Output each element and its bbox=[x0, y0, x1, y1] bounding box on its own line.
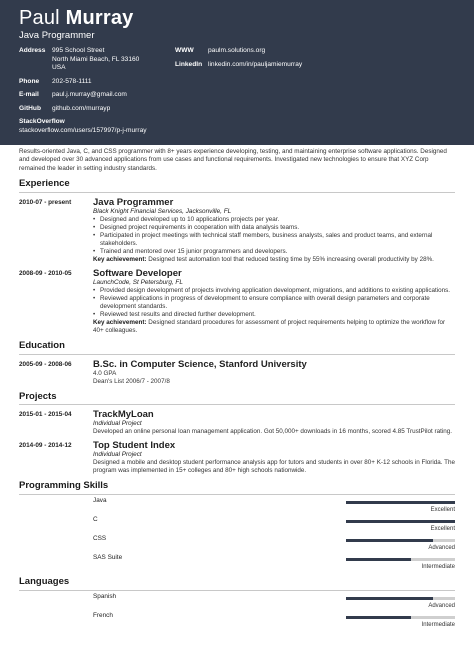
stackoverflow-label: StackOverflow bbox=[19, 118, 65, 125]
email-row bbox=[19, 91, 169, 100]
key-achievement-label: Key achievement: bbox=[93, 318, 147, 326]
address-line: USA bbox=[52, 64, 66, 71]
project-description: Developed an online personal loan management application. Got 50,000+ downloads in 16 months, scored 4.85 TrustPilot rating. bbox=[93, 428, 452, 436]
skill-level: Excellent bbox=[430, 507, 455, 514]
candidate-name bbox=[19, 7, 455, 29]
github-row bbox=[19, 105, 169, 114]
linkedin-row bbox=[175, 61, 375, 70]
language-row bbox=[0, 612, 474, 629]
address-row bbox=[19, 47, 169, 73]
experience-entry bbox=[0, 197, 474, 264]
education-heading: Education bbox=[19, 340, 455, 355]
skill-bar-fill bbox=[346, 501, 455, 504]
list-item: • Participated in project meetings with technical staff members, business analysts, sales and product teams, and external stakeholders. bbox=[93, 232, 455, 248]
skill-row bbox=[0, 535, 474, 552]
languages-list bbox=[0, 593, 474, 629]
list-item: • Provided design development of projects involving application development, migrations, and additions to existing applications. bbox=[93, 287, 455, 295]
address-line: North Miami Beach, FL 33160 bbox=[52, 55, 140, 63]
entry-title: B.Sc. in Computer Science, Stanford University bbox=[93, 358, 307, 370]
entry-bullets bbox=[93, 287, 455, 319]
skill-bar-fill bbox=[346, 520, 455, 523]
key-achievement bbox=[93, 256, 455, 264]
email-label: E-mail bbox=[19, 91, 39, 98]
entry-body bbox=[93, 440, 455, 475]
language-name: French bbox=[93, 611, 113, 619]
github-label: GitHub bbox=[19, 104, 41, 112]
skill-level: Advanced bbox=[428, 545, 455, 552]
address-line: 995 School Street bbox=[52, 47, 105, 54]
skill-meter bbox=[346, 516, 455, 533]
www-label: WWW bbox=[175, 47, 194, 54]
entry-date: 2005-09 - 2008-06 bbox=[19, 360, 72, 368]
github-link[interactable]: github.com/murrayp bbox=[52, 104, 111, 112]
education-entry bbox=[0, 359, 474, 386]
skill-level: Intermediate bbox=[421, 564, 455, 571]
language-bar bbox=[346, 616, 455, 619]
skill-row bbox=[0, 516, 474, 533]
language-level: Advanced bbox=[428, 602, 455, 609]
entry-date: 2014-09 - 2014-12 bbox=[19, 442, 72, 450]
entry-body bbox=[93, 197, 455, 264]
entry-title: Java Programmer bbox=[93, 196, 174, 208]
entry-title: Software Developer bbox=[93, 267, 182, 279]
skill-name: SAS Suite bbox=[93, 554, 123, 562]
entry-title: Top Student Index bbox=[93, 440, 176, 452]
projects-heading: Projects bbox=[19, 391, 455, 406]
experience-heading: Experience bbox=[19, 178, 455, 193]
skill-level: Excellent bbox=[430, 526, 455, 533]
job-title: Java Programmer bbox=[19, 30, 95, 41]
resume-header bbox=[0, 0, 474, 145]
skill-name: Java bbox=[93, 497, 107, 505]
skill-row bbox=[0, 554, 474, 571]
experience-entry bbox=[0, 268, 474, 335]
list-item: • Designed project requirements in cooperation with data analysis teams. bbox=[93, 224, 455, 232]
skill-bar bbox=[346, 501, 455, 504]
email-value[interactable]: paul.j.murray@gmail.com bbox=[52, 91, 127, 98]
skill-bar-fill bbox=[346, 539, 433, 542]
language-meter bbox=[346, 593, 455, 610]
skill-meter bbox=[346, 535, 455, 552]
address-label: Address bbox=[19, 47, 46, 54]
www-row bbox=[175, 47, 375, 56]
skill-name: C bbox=[93, 516, 98, 524]
skill-meter bbox=[346, 554, 455, 571]
entry-company: Black Knight Financial Services, Jacksonville, FL bbox=[93, 207, 232, 215]
project-role: Individual Project bbox=[93, 451, 142, 459]
key-achievement-label: Key achievement: bbox=[93, 255, 147, 263]
skill-bar bbox=[346, 558, 455, 561]
key-achievement-text: Designed test automation tool that reduced testing time by 55% increasing overall productivity by 28%. bbox=[146, 255, 434, 263]
language-row bbox=[0, 593, 474, 610]
entry-body bbox=[93, 359, 455, 386]
list-item: • Reviewed applications in progress of development to ensure compliance with overall design parameters and corporate development standards. bbox=[93, 295, 455, 311]
summary-text: Results-oriented Java, C, and CSS programmer with 8+ years experience developing, testing, and maintaining enterprise software applications. Designed and developed over 30 advanced applications from use cases and functional requirements. Investigated new technologies to ensure that XYZ Corp remained the leader in setting industry standards. bbox=[19, 148, 447, 172]
skill-bar bbox=[346, 520, 455, 523]
language-name: Spanish bbox=[93, 592, 117, 600]
project-role: Individual Project bbox=[93, 420, 142, 428]
entry-date: 2008-09 - 2010-05 bbox=[19, 269, 72, 277]
project-description: Designed a mobile and desktop student performance analysis app for tutors and students in over 80+ K-12 schools in Florida. The program was implemented in 15+ colleges and 80+ high schools nationwide. bbox=[93, 459, 455, 475]
entry-title: TrackMyLoan bbox=[93, 409, 154, 421]
phone-label: Phone bbox=[19, 77, 40, 85]
skill-row bbox=[0, 497, 474, 514]
key-achievement-text: Designed standard procedures for assessment of project requirements helping to optimize the workflow for 40+ colleagues. bbox=[93, 318, 446, 334]
entry-body bbox=[93, 409, 455, 436]
linkedin-link[interactable]: linkedin.com/in/pauljamiemurray bbox=[208, 60, 303, 68]
phone-row bbox=[19, 78, 169, 87]
project-entry bbox=[0, 440, 474, 475]
last-name: Murray bbox=[65, 7, 134, 29]
list-item: • Designed and developed up to 10 applications projects per year. bbox=[93, 216, 455, 224]
entry-date: 2010-07 - present bbox=[19, 198, 72, 206]
entry-bullets bbox=[93, 216, 455, 256]
skill-name: CSS bbox=[93, 535, 107, 543]
language-bar-fill bbox=[346, 597, 433, 600]
language-bar bbox=[346, 597, 455, 600]
entry-company: LaunchCode, St Petersburg, FL bbox=[93, 278, 183, 286]
list-item: • Reviewed test results and directed further development. bbox=[93, 311, 455, 319]
linkedin-label: LinkedIn bbox=[175, 60, 203, 68]
entry-date: 2015-01 - 2015-04 bbox=[19, 411, 72, 419]
education-detail: Dean's List 2006/7 - 2007/8 bbox=[93, 377, 170, 385]
languages-heading: Languages bbox=[19, 576, 455, 591]
stackoverflow-row bbox=[19, 118, 169, 135]
language-meter bbox=[346, 612, 455, 629]
list-item: • Trained and mentored over 15 junior programmers and developers. bbox=[93, 248, 455, 256]
entry-body bbox=[93, 268, 455, 335]
phone-value: 202-578-1111 bbox=[52, 77, 92, 85]
www-link[interactable]: paulm.solutions.org bbox=[208, 47, 266, 54]
contact-right bbox=[175, 47, 375, 74]
skills-list bbox=[0, 497, 474, 571]
language-level: Intermediate bbox=[421, 621, 455, 628]
skill-bar-fill bbox=[346, 558, 411, 561]
key-achievement bbox=[93, 319, 455, 335]
education-detail: 4.0 GPA bbox=[93, 369, 117, 377]
stackoverflow-link[interactable]: stackoverflow.com/users/157997/p-j-murray bbox=[19, 126, 147, 134]
skill-meter bbox=[346, 497, 455, 514]
skill-bar bbox=[346, 539, 455, 542]
skills-heading: Programming Skills bbox=[19, 480, 455, 495]
language-bar-fill bbox=[346, 616, 411, 619]
project-entry bbox=[0, 409, 474, 436]
contact-left bbox=[19, 47, 169, 140]
first-name: Paul bbox=[19, 7, 60, 29]
address-value bbox=[52, 47, 139, 73]
